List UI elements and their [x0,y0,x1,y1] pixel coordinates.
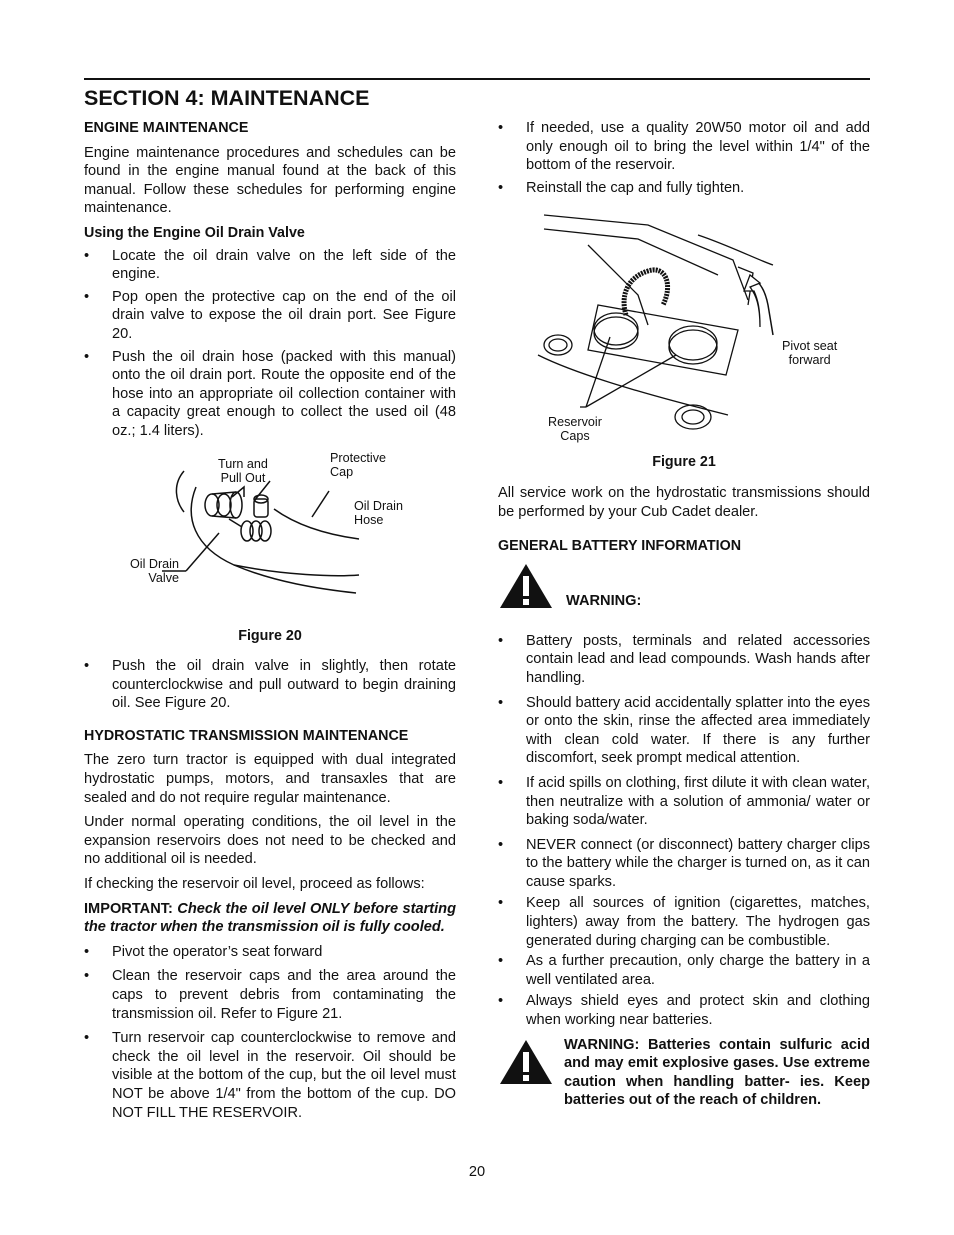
battery-bullets [498,632,870,1030]
engine-intro: Engine maintenance procedures and schedules can be found in the engine manual found at the back of this manual. Follow these schedules for performing engine maintenance. [84,144,456,217]
important-label: IMPORTANT: [84,900,173,917]
important-text: Check the oil level ONLY before starting the tractor when the transmission oil is fully cooled. [84,900,456,936]
list-item: • If needed, use a quality 20W50 motor oil and add only enough oil to bring the level within 1/4" of the bottom of the reservoir. [498,119,870,175]
engine-heading: ENGINE MAINTENANCE [84,120,249,136]
hydro-p1: The zero turn tractor is equipped with dual integrated hydrostatic pumps, motors, and transaxles that are sealed and do not require regular maintenance. [84,752,456,806]
list-item: • Pivot the operator’s seat forward [84,943,456,962]
list-item: • NEVER connect (or disconnect) battery charger clips to the battery while the charger is turned on, as it can cause sparks. [498,836,870,892]
list-item: • Always shield eyes and protect skin and clothing when working near batteries. [498,992,870,1029]
label-pivot-seat: Pivot seat forward [782,339,838,368]
list-item: • Push the oil drain valve in slightly, then rotate counterclockwise and pull outward to begin draining oil. See Figure 20. [84,657,456,713]
important-note [84,900,456,937]
drain-heading: Using the Engine Oil Drain Valve [84,224,305,241]
top-rule [84,78,870,80]
label-protective-cap: Protective Cap [330,450,386,479]
label-turn-pull: Turn and Pull Out [218,456,268,485]
battery-warning [498,562,870,624]
figure-20-caption: Figure 20 [238,627,302,644]
list-item: • As a further precaution, only charge the battery in a well ventilated area. [498,952,870,989]
list-item: • Locate the oil drain valve on the left side of the engine. [84,247,456,284]
list-item: • Should battery acid accidentally splatter into the eyes or onto the skin, rinse the affected area immediately with clean cold water. If there is any further discomfort, seek prompt medical attention. [498,694,870,768]
list-item: • Turn reservoir cap counterclockwise to remove and check the oil level in the reservoir. Oil should be visible at the bottom of the cup, but the oil level must NOT be above 1/4" from the bottom of the cup. DO NOT FILL THE RESERVOIR. [84,1029,456,1122]
section-title: SECTION 4: MAINTENANCE [84,86,370,110]
final-warning-text: WARNING: Batteries contain sulfuric acid and may emit explosive gases. Use extreme caution when handling batter- ies. Keep batteries out of the reach of children. [564,1036,870,1109]
hydro-heading: HYDROSTATIC TRANSMISSION MAINTENANCE [84,727,409,744]
list-item: • Reinstall the cap and fully tighten. [498,179,870,198]
engine-bullets [84,247,456,441]
engine-bullets-after [84,657,456,713]
label-oil-drain-hose: Oil Drain Hose [354,498,403,527]
reservoir-caps-illustration [498,205,870,445]
right-column [498,119,870,1110]
list-item: • Battery posts, terminals and related accessories contain lead and lead compounds. Wash hands after handling. [498,632,870,688]
left-column [84,119,456,1126]
oil-drain-valve-illustration [84,457,456,617]
final-warning [498,1036,870,1110]
warning-icon [498,1038,554,1086]
list-item: • Clean the reservoir caps and the area around the caps to prevent debris from contaminating the transmission oil. Refer to Figure 21. [84,967,456,1023]
battery-heading: GENERAL BATTERY INFORMATION [498,538,742,555]
list-item: • Push the oil drain hose (packed with this manual) onto the oil drain port. Route the opposite end of the hose into an appropriate oil collection container with a capacity great enough to collect the used oil (48 oz.; 1.4 liters). [84,348,456,441]
label-reservoir-caps: Reservoir Caps [548,415,602,444]
warning-icon [498,562,554,610]
list-item: • If acid spills on clothing, first dilute it with clean water, then neutralize with a solution of ammonia/ water or baking soda/water. [498,774,870,830]
hydro-p2: Under normal operating conditions, the oil level in the expansion reservoirs does not need to be checked and no additional oil is needed. [84,814,456,868]
figure-21 [498,205,870,445]
service-note: All service work on the hydrostatic transmissions should be performed by your Cub Cadet dealer. [498,484,870,520]
figure-21-caption: Figure 21 [652,454,716,471]
figure-20 [84,450,456,617]
page-number: 20 [468,1164,486,1180]
hydro-p3: If checking the reservoir oil level, proceed as follows: [84,876,425,893]
list-item: • Keep all sources of ignition (cigarettes, matches, lighters) away from the battery. The hydrogen gas generated during charging can be combustible. [498,894,870,950]
hydro-bullets [84,943,456,1122]
list-item: • Pop open the protective cap on the end of the oil drain valve to expose the oil drain port. See Figure 20. [84,288,456,344]
label-oil-drain-valve: Oil Drain Valve [130,556,179,585]
hydro-bullets-right [498,119,870,197]
warning-label: WARNING: [566,592,642,609]
